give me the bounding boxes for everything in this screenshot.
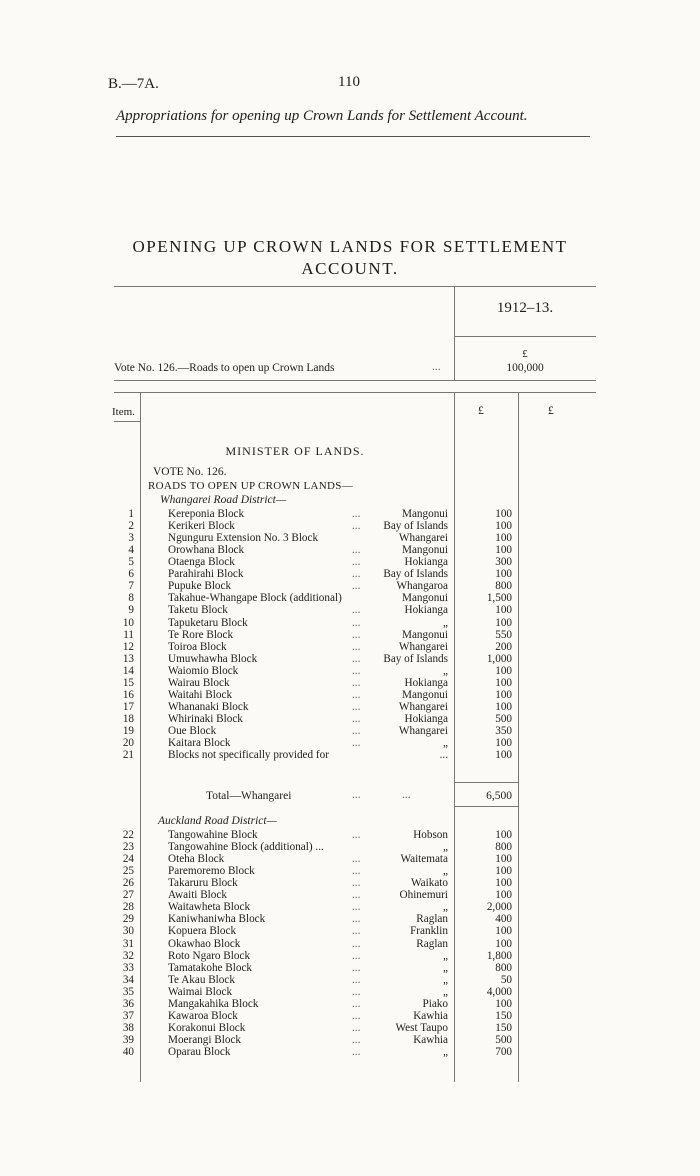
county-name: Hokianga [404,712,448,725]
main-title-line-1: OPENING UP CROWN LANDS FOR SETTLEMENT [132,237,568,256]
county-name: „ [443,949,448,962]
item-number: 30 [122,925,134,938]
item-amount: 400 [495,913,512,926]
vote-summary-amount: 100,000 [506,362,544,374]
county-name: Kawhia [413,1033,448,1046]
item-number: 15 [122,676,134,689]
item-number: 33 [122,961,134,974]
leader-dots: ... [352,1033,361,1046]
leader-dots: ... [352,508,361,520]
county-name: Mangonui [402,508,448,520]
item-number: 16 [122,688,134,701]
item-number: 20 [122,737,134,749]
item-amount: 100 [495,937,512,950]
block-name: Toiroa Block [168,640,227,653]
header-rule [116,136,590,137]
block-name: Waitawheta Block [168,901,251,914]
block-name: Umuwhawha Block [168,652,258,665]
leader-dots: ... [352,1045,361,1058]
leader-dots: ... [352,652,361,665]
table-row [0,629,700,641]
table-row [0,689,700,701]
table-row [0,520,700,532]
vote-summary-leader: ... [432,361,441,373]
item-number: 18 [122,712,134,725]
leader-dots: ... [352,1009,361,1022]
item-amount: 2,000 [486,901,512,914]
item-number: 7 [128,580,134,593]
block-name: Oteha Block [168,853,225,866]
item-amount: 100 [495,853,512,866]
leader-dots: ... [352,973,361,986]
item-number: 21 [122,749,134,761]
county-name: Hobson [413,829,448,841]
district-heading-auckland: Auckland Road District— [158,815,277,827]
item-number: 5 [128,556,134,569]
item-number: 34 [122,973,134,986]
total-leader-2: ... [402,789,411,801]
main-title-line-2: ACCOUNT. [301,259,399,278]
subtotal-rule-bottom [454,806,518,807]
leader-dots: ... [352,949,361,962]
table-row [0,962,700,974]
table-row [0,986,700,998]
county-name: Bay of Islands [383,652,448,665]
item-number: 8 [128,592,134,605]
block-name: Wairau Block [168,676,230,689]
item-amount: 1,800 [486,949,512,962]
county-name: Mangonui [402,628,448,641]
block-name: Otaenga Block [168,556,235,569]
leader-dots: ... [352,616,361,629]
county-name: Raglan [416,913,448,926]
item-number: 19 [122,724,134,737]
item-amount: 350 [495,724,512,737]
table-row [0,653,700,665]
leader-dots: ... [352,1021,361,1034]
block-name: Oue Block [168,724,217,737]
block-name: Roto Ngaro Block [168,949,251,962]
minister-heading: MINISTER OF LANDS. [225,444,365,458]
leader-dots: ... [352,865,361,878]
leader-dots: ... [352,829,361,841]
table-top-rule [114,286,596,287]
item-amount: 100 [495,877,512,890]
block-name: Moerangi Block [168,1033,242,1046]
leader-dots: ... [352,568,361,581]
block-name: Waitahi Block [168,688,233,701]
leader-dots: ... [352,664,361,677]
county-name: Hokianga [404,604,448,617]
item-number: 26 [122,877,134,890]
table-row [0,713,700,725]
item-number: 32 [122,949,134,962]
pound-sign: £ [522,348,528,360]
item-amount: 1,500 [486,592,512,605]
county-name: „ [443,1045,448,1058]
item-amount: 100 [495,925,512,938]
leader-dots: ... [352,913,361,926]
item-number: 12 [122,640,134,653]
table-row [0,604,700,616]
item-amount: 100 [495,688,512,701]
block-name: Okawhao Block [168,937,241,950]
table-row [0,877,700,889]
leader-dots: ... [352,853,361,866]
table-row [0,580,700,592]
item-number: 2 [128,520,134,532]
item-amount: 800 [495,961,512,974]
document-code: B.—7A. [108,76,159,92]
item-number: 4 [128,544,134,557]
item-amount: 100 [495,749,512,761]
item-amount: 4,000 [486,985,512,998]
leader-dots: ... [352,961,361,974]
table-row [0,737,700,749]
item-amount: 800 [495,841,512,853]
county-name: Bay of Islands [383,520,448,532]
block-name: Mangakahika Block [168,997,259,1010]
item-amount: 550 [495,628,512,641]
table-row [0,1034,700,1046]
leader-dots: ... [352,997,361,1010]
item-amount: 100 [495,829,512,841]
item-amount: 100 [495,889,512,902]
item-number: 24 [122,853,134,866]
leader-dots: ... [352,700,361,713]
item-amount: 150 [495,1009,512,1022]
subtotal-rule-top [454,782,518,783]
county-name: Piako [422,997,448,1010]
block-name: Kereponia Block [168,508,245,520]
table-row [0,998,700,1010]
block-name: Paremoremo Block [168,865,255,878]
county-name: Bay of Islands [383,568,448,581]
table-row [0,974,700,986]
county-name: Whangarei [398,724,448,737]
leader-dots: ... [352,688,361,701]
county-name: Whangaroa [396,580,448,593]
item-number: 36 [122,997,134,1010]
total-leader-1: ... [352,789,361,801]
item-number: 27 [122,889,134,902]
county-name: Mangonui [402,544,448,557]
item-amount: 500 [495,1033,512,1046]
block-name: Takahue-Whangape Block (additional) [168,592,342,605]
item-number: 37 [122,1009,134,1022]
county-name: „ [443,664,448,677]
item-amount: 100 [495,676,512,689]
county-name: Franklin [410,925,448,938]
leader-dots: ... [352,556,361,569]
county-name: Hokianga [404,676,448,689]
leader-dots: ... [352,985,361,998]
table-row [0,568,700,580]
county-name: Whangarei [398,640,448,653]
item-number: 9 [128,604,134,617]
leader-dots: ... [352,520,361,532]
county-name: „ [443,737,448,749]
county-name: Waitemata [400,853,448,866]
pound-column-header-2: £ [548,405,554,417]
county-name: „ [443,616,448,629]
table-row [0,617,700,629]
block-name: Kopuera Block [168,925,237,938]
vote-number: VOTE No. 126. [153,466,227,478]
county-name: Hokianga [404,556,448,569]
item-number: 29 [122,913,134,926]
block-name: Kaniwhaniwha Block [168,913,266,926]
table-row [0,556,700,568]
leader-dots: ... [352,877,361,890]
leader-dots: ... [352,724,361,737]
vote-summary-text: Vote No. 126.—Roads to open up Crown Lands [114,362,335,374]
county-name: Mangonui [402,688,448,701]
table-row [0,1046,700,1058]
item-number: 39 [122,1033,134,1046]
item-amount: 100 [495,604,512,617]
item-amount: 100 [495,997,512,1010]
item-amount: 500 [495,712,512,725]
item-number: 28 [122,901,134,914]
item-number: 40 [122,1045,134,1058]
table-row [0,829,700,841]
items-top-rule [114,392,596,393]
item-amount: 1,000 [486,652,512,665]
county-name: „ [443,961,448,974]
block-name: Ngunguru Extension No. 3 Block [168,532,319,545]
item-amount: 100 [495,865,512,878]
county-name: Ohinemuri [399,889,448,902]
table-row [0,1022,700,1034]
county-name: „ [443,841,448,853]
item-amount: 800 [495,580,512,593]
leader-dots: ... [352,604,361,617]
pound-column-header-1: £ [478,405,484,417]
item-number: 13 [122,652,134,665]
item-amount: 100 [495,568,512,581]
block-name: Orowhana Block [168,544,245,557]
block-name: Te Rore Block [168,628,234,641]
block-name: Kawaroa Block [168,1009,238,1022]
running-title: Appropriations for opening up Crown Lands for Settlement Account. [116,108,528,124]
block-name: Parahirahi Block [168,568,244,581]
block-name: Tangowahine Block [168,829,258,841]
table-row [0,950,700,962]
item-amount: 150 [495,1021,512,1034]
district-heading-whangarei: Whangarei Road District— [160,494,287,506]
table-row [0,938,700,950]
total-label: Total—Whangarei [206,790,292,802]
county-name: Mangonui [402,592,448,605]
item-number: 1 [128,508,134,520]
leader-dots: ... [352,737,361,749]
leader-dots: ... [352,925,361,938]
table-row [0,1010,700,1022]
block-name: Blocks not specifically provided for [168,749,329,761]
leader-dots: ... [352,544,361,557]
leader-dots: ... [352,889,361,902]
leader-dots: ... [352,580,361,593]
leader-dots: ... [352,937,361,950]
table-row [0,532,700,544]
county-name: Whangarei [398,700,448,713]
item-number: 25 [122,865,134,878]
table-row [0,508,700,520]
item-number: 38 [122,1021,134,1034]
table-row [0,841,700,853]
block-name: Takaruru Block [168,877,238,890]
county-name: Kawhia [413,1009,448,1022]
item-number: 17 [122,700,134,713]
item-amount: 50 [500,973,512,986]
block-name: Kerikeri Block [168,520,235,532]
county-name: „ [443,865,448,878]
page-number: 110 [338,74,360,90]
leader-dots: ... [352,712,361,725]
table-row [0,665,700,677]
county-name: „ [443,985,448,998]
item-number: 31 [122,937,134,950]
item-amount: 100 [495,700,512,713]
item-amount: 100 [495,544,512,557]
table-row [0,865,700,877]
county-name: „ [443,901,448,914]
table-row [0,749,700,761]
table-row [0,913,700,925]
table-row [0,701,700,713]
item-amount: 100 [495,616,512,629]
item-number: 35 [122,985,134,998]
roads-heading: ROADS TO OPEN UP CROWN LANDS— [148,480,353,492]
item-amount: 100 [495,520,512,532]
table-row [0,901,700,913]
block-name: Taketu Block [168,604,228,617]
county-name: Raglan [416,937,448,950]
year-underline [454,336,596,337]
item-number: 6 [128,568,134,581]
county-name: Whangarei [398,532,448,545]
block-name: Korakonui Block [168,1021,246,1034]
leader-dots: ... [352,640,361,653]
item-amount: 200 [495,640,512,653]
item-number: 23 [122,841,134,853]
block-name: Waiomio Block [168,664,239,677]
table-row [0,725,700,737]
block-name: Kaitara Block [168,737,231,749]
main-title [108,236,592,280]
item-number: 11 [123,628,134,641]
table-row [0,544,700,556]
item-number: 3 [128,532,134,545]
block-name: Pupuke Block [168,580,232,593]
item-amount: 100 [495,508,512,520]
leader-dots: ... [352,676,361,689]
item-column-header: Item. [112,406,135,418]
item-amount: 300 [495,556,512,569]
item-amount: 100 [495,532,512,545]
leader-dots: ... [352,628,361,641]
block-name: Waimai Block [168,985,233,998]
financial-year: 1912–13. [496,300,554,316]
item-number: 10 [122,616,134,629]
item-amount: 700 [495,1045,512,1058]
block-name: Tamatakohe Block [168,961,253,974]
block-name: Whirinaki Block [168,712,243,725]
county-name: West Taupo [395,1021,448,1034]
item-number: 22 [122,829,134,841]
item-number: 14 [122,664,134,677]
vote-summary-rule [114,380,596,381]
total-amount: 6,500 [486,790,512,802]
table-row [0,889,700,901]
block-name: Whananaki Block [168,700,249,713]
table-row [0,925,700,937]
county-name: Waikato [411,877,448,890]
block-name: Te Akau Block [168,973,235,986]
item-amount: 100 [495,737,512,749]
block-name: Tapuketaru Block [168,616,248,629]
table-row [0,592,700,604]
block-name: Awaiti Block [168,889,227,902]
table-row [0,677,700,689]
leader-dots: ... [352,901,361,914]
county-name: ... [439,749,448,761]
block-name: Oparau Block [168,1045,231,1058]
block-name: Tangowahine Block (additional) ... [168,841,324,853]
table-row [0,641,700,653]
item-header-underline [114,421,140,422]
item-amount: 100 [495,664,512,677]
table-row [0,853,700,865]
county-name: „ [443,973,448,986]
